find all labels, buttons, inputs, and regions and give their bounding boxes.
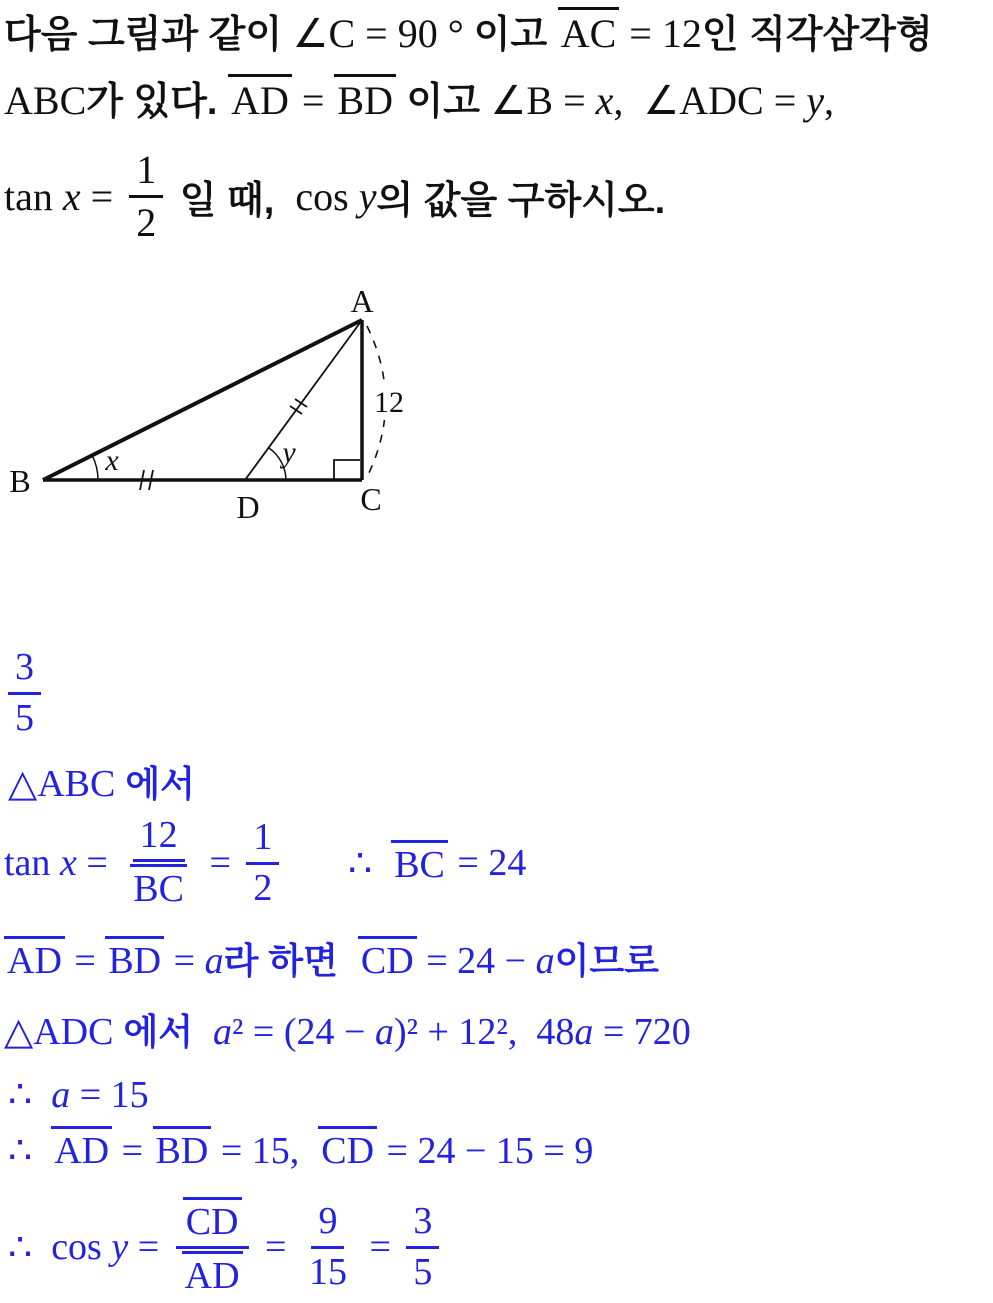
right-angle-mark — [334, 460, 360, 480]
sol-cd-equals-9: = 24 − 15 = 9 — [377, 1130, 594, 1172]
sol-therefore-4: ∴ — [8, 1226, 52, 1269]
sol-pythagoras-2: )² + 12², 48 — [393, 1011, 575, 1053]
sol-pythagoras-1: ² = (24 − — [232, 1011, 375, 1053]
solution-line-2 — [4, 816, 285, 910]
solution-line-6 — [8, 1126, 593, 1173]
angle-x-label: x — [105, 444, 119, 477]
problem-line-3 — [4, 144, 665, 248]
sol-korean-if-let: 라 하면 — [223, 940, 358, 981]
vertex-a-label: A — [350, 283, 374, 319]
sol-eq-c: = — [112, 1130, 153, 1172]
sol-frac-den-5: 5 — [413, 1250, 433, 1293]
math-var-y-2: y — [358, 173, 377, 219]
math-angle-c-90: ∠C = 90 ° — [292, 11, 474, 56]
sol-cos: cos — [51, 1226, 112, 1268]
sol-equals-4: = — [255, 1226, 296, 1268]
math-equals-1: = — [291, 78, 335, 123]
problem-korean-right-triangle: 인 직각삼각형 — [701, 14, 933, 56]
sol-triangle-abc: △ABC — [8, 763, 116, 805]
sol-segment-ad: AD — [4, 936, 65, 982]
vertex-c-label: C — [360, 481, 382, 517]
solution-line-7 — [8, 1190, 445, 1303]
sol-segment-bc-2: BC — [391, 840, 448, 886]
sol-therefore-3: ∴ — [8, 1130, 52, 1172]
solution-line-5 — [8, 1072, 149, 1117]
math-angle-b: ∠B = — [490, 78, 596, 123]
sol-frac-num-3: 3 — [406, 1202, 439, 1249]
math-var-y: y — [806, 78, 825, 123]
math-segment-ad: AD — [228, 74, 292, 122]
sol-segment-bd: BD — [105, 936, 164, 982]
problem-korean-exists: 가 있다. — [86, 81, 229, 123]
sol-eq-b: = — [164, 940, 205, 982]
sol-segment-ad-3: AD — [182, 1251, 243, 1297]
sol-fraction-12-bc — [123, 816, 194, 910]
sol-segment-cd-3: CD — [183, 1197, 242, 1243]
answer-denominator: 5 — [15, 696, 34, 739]
solution-line-1 — [8, 756, 195, 807]
math-abc: ABC — [4, 78, 87, 123]
sol-frac-den-bc-wrap — [123, 862, 194, 910]
math-segment-bd: BD — [334, 74, 396, 122]
sol-korean-because: 이므로 — [554, 940, 659, 981]
angle-y-label: y — [282, 436, 296, 469]
sol-var-a-3: a — [213, 1011, 233, 1053]
sol-segment-bd-2: BD — [153, 1126, 212, 1172]
sol-fraction-cd-ad — [175, 1197, 250, 1297]
sol-frac-num-12: 12 — [133, 816, 185, 862]
math-var-x: x — [595, 78, 614, 123]
math-var-x-2: x — [62, 173, 81, 219]
sol-equals-5: = — [359, 1226, 401, 1268]
math-comma-2: , — [824, 78, 835, 123]
problem-korean-and-2: 이고 — [395, 81, 491, 123]
sol-segment-cd-2: CD — [318, 1126, 377, 1172]
math-tan: tan — [4, 173, 63, 219]
sol-triangle-adc: △ADC — [4, 1011, 114, 1053]
problem-korean-intro: 다음 그림과 같이 — [4, 14, 293, 56]
math-equals-12: = 12 — [619, 11, 702, 56]
math-equals-2: = — [80, 173, 124, 219]
fraction-numerator: 1 — [129, 149, 163, 198]
sol-tan: tan — [4, 842, 60, 884]
problem-line-1 — [4, 3, 933, 58]
sol-var-a-6: a — [51, 1074, 71, 1116]
sol-segment-cd: CD — [358, 936, 417, 982]
segment-ad-line — [245, 320, 362, 480]
fraction-denominator: 2 — [136, 199, 157, 245]
sol-cd-equals: = 24 − — [416, 940, 536, 982]
sol-pythagoras-3: = 720 — [593, 1011, 691, 1053]
sol-var-a-5: a — [574, 1011, 594, 1053]
sol-fraction-9-15 — [302, 1199, 354, 1293]
sol-var-a: a — [204, 940, 224, 982]
sol-frac-den-15: 15 — [308, 1250, 347, 1293]
sol-korean-in: 에서 — [115, 763, 195, 804]
triangle-figure — [0, 278, 460, 538]
sol-var-a-2: a — [535, 940, 555, 982]
sol-segment-bc: BC — [130, 864, 187, 910]
sol-frac-num-1: 1 — [246, 818, 279, 865]
sol-equals-2: = — [199, 842, 241, 884]
sol-equals-1: = — [76, 842, 118, 884]
problem-line-2 — [4, 70, 834, 125]
math-comma-1: , — [613, 78, 644, 123]
side-ab-line — [43, 320, 362, 480]
sol-frac-den-2: 2 — [253, 866, 273, 909]
sol-fraction-3-5 — [406, 1199, 439, 1293]
sol-var-a-4: a — [374, 1011, 394, 1053]
sol-a-equals-15: = 15 — [70, 1074, 149, 1116]
vertex-d-label: D — [236, 489, 260, 525]
solution-line-2-conclusion — [348, 816, 526, 910]
sol-korean-in-2: 에서 — [113, 1011, 214, 1052]
sol-var-y: y — [111, 1226, 129, 1268]
vertex-b-label: B — [9, 463, 31, 499]
problem-korean-when: 일 때, — [169, 179, 296, 222]
sol-therefore-2: ∴ — [8, 1074, 52, 1116]
sol-var-x: x — [59, 842, 77, 884]
side-ac-length-label: 12 — [374, 386, 404, 419]
answer-numerator: 3 — [8, 648, 41, 695]
sol-eq-a: = — [64, 940, 106, 982]
sol-segment-ad-2: AD — [51, 1126, 112, 1172]
sol-frac-num-cd-wrap — [176, 1197, 249, 1249]
sol-frac-den-ad-wrap — [175, 1249, 250, 1297]
sol-bc-equals-24: = 24 — [447, 842, 527, 884]
solution-line-3 — [4, 933, 659, 984]
math-cos: cos — [295, 173, 359, 219]
problem-korean-find-value: 의 값을 구하시오. — [376, 179, 666, 222]
sol-frac-num-9: 9 — [311, 1202, 344, 1249]
math-angle-adc: ∠ADC = — [643, 78, 807, 123]
solution-line-4 — [4, 1004, 691, 1055]
angle-arc-x — [92, 455, 98, 480]
answer-fraction — [8, 645, 41, 739]
math-segment-ac: AC — [558, 7, 620, 55]
fraction-one-half — [129, 146, 163, 245]
problem-korean-and: 이고 — [473, 14, 558, 56]
sol-therefore-1: ∴ — [348, 842, 392, 885]
sol-fraction-1-2 — [246, 815, 279, 909]
sol-equals-3: = — [128, 1226, 169, 1268]
sol-eq-15: = 15, — [211, 1130, 319, 1172]
answer-line — [8, 645, 41, 741]
